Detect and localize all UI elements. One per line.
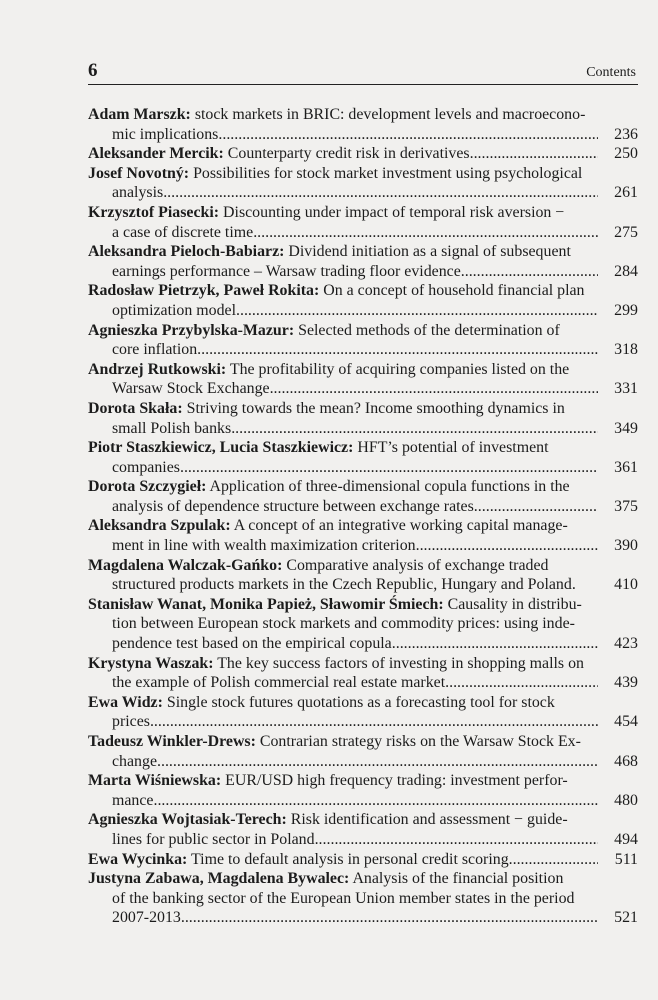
- entry-author: Dorota Skała:: [88, 399, 183, 417]
- toc-entry-heading: [88, 399, 638, 419]
- entry-title-end: the example of Polish commercial real estate market: [112, 674, 446, 692]
- entry-title: Application of three-dimensional copula functions in the: [209, 478, 570, 496]
- entry-author: Agnieszka Wojtasiak-Terech:: [88, 811, 287, 829]
- toc-entry-heading: [88, 732, 638, 752]
- toc-entry-heading: [88, 595, 638, 615]
- toc-entry-last-line: [88, 830, 638, 850]
- toc-entry-heading: [88, 321, 638, 341]
- entry-author: Agnieszka Przybylska-Mazur:: [88, 321, 295, 339]
- entry-page-number: 250: [614, 145, 638, 163]
- entry-title: Causality in distribu-: [447, 595, 582, 613]
- toc-entry-heading: [88, 477, 638, 497]
- toc-entry: [88, 595, 638, 654]
- entry-author: Magdalena Walczak-Gańko:: [88, 556, 283, 574]
- entry-author: Ewa Widz:: [88, 693, 163, 711]
- toc-entry: [88, 203, 638, 242]
- toc-entry-heading: [88, 144, 638, 164]
- toc-entry-last-line: [88, 458, 638, 478]
- entry-title: On a concept of household financial plan: [323, 282, 585, 300]
- entry-title: Contrarian strategy risks on the Warsaw Stock Ex-: [259, 733, 581, 750]
- toc-entry-heading: [88, 203, 638, 223]
- entry-page-number: 521: [614, 909, 638, 927]
- entry-author: Justyna Zabawa, Magdalena Bywalec:: [88, 870, 350, 888]
- toc-entry: [88, 281, 638, 320]
- entry-author: Aleksandra Szpulak:: [88, 517, 231, 535]
- toc-entry-heading: [88, 810, 638, 830]
- entry-page-number: 261: [614, 184, 638, 202]
- dot-leader: [253, 223, 598, 243]
- toc-entry: [88, 869, 638, 928]
- entry-page-number: 375: [614, 497, 638, 515]
- toc-entry: [88, 477, 638, 516]
- entry-title-end: mance: [112, 791, 154, 809]
- toc-entry: [88, 771, 638, 810]
- toc-entry: [88, 693, 638, 732]
- toc-entry-heading: [88, 654, 638, 674]
- entry-text: [88, 144, 470, 164]
- dot-leader: [474, 497, 598, 517]
- entry-title-end: analysis: [112, 184, 164, 202]
- toc-entry-heading: [88, 105, 638, 125]
- entry-title: Selected methods of the determination of: [298, 321, 560, 339]
- entry-text: [88, 850, 509, 870]
- entry-title-end: Warsaw Stock Exchange: [112, 380, 270, 398]
- toc-entry-last-line: [88, 379, 638, 399]
- entry-page-number: 361: [614, 458, 638, 476]
- toc-entry-last-line: [88, 673, 638, 693]
- entry-title-end: earnings performance – Warsaw trading floor evidence: [112, 262, 461, 280]
- dot-leader: [157, 752, 598, 772]
- toc-entry-heading: [88, 556, 638, 576]
- entry-title-end: 2007-2013: [112, 909, 181, 927]
- entry-title-end: analysis of dependence structure between exchange rates: [112, 497, 474, 515]
- entry-page-number: 480: [614, 791, 638, 809]
- toc-entry-heading: [88, 771, 638, 791]
- entry-page-number: 299: [614, 301, 638, 319]
- entry-title-end: prices: [112, 713, 150, 731]
- entry-page-number: 275: [614, 223, 638, 241]
- dot-leader: [218, 125, 598, 145]
- entry-title: Single stock futures quotations as a forecasting tool for stock: [166, 693, 555, 711]
- toc-entry: [88, 556, 638, 595]
- entry-title: Discounting under impact of temporal risk aversion −: [223, 203, 565, 221]
- entry-page-number: 511: [614, 850, 638, 868]
- entry-author: Radosław Pietrzyk, Paweł Rokita:: [88, 282, 320, 300]
- dot-leader: [315, 830, 598, 850]
- entry-author: Aleksander Mercik:: [88, 145, 224, 163]
- entry-page-number: 423: [614, 635, 638, 653]
- entry-title: Analysis of the financial position: [352, 870, 564, 888]
- entry-author: Dorota Szczygieł:: [88, 478, 207, 496]
- dot-leader: [445, 673, 598, 693]
- toc-entry: [88, 810, 638, 849]
- toc-entry-heading: [88, 242, 638, 262]
- entry-title-continuation: structured products markets in the Czech Republic, Hungary and Poland.: [112, 576, 576, 594]
- toc-entry-heading: [88, 869, 638, 889]
- dot-leader: [150, 712, 598, 732]
- toc-entry: [88, 321, 638, 360]
- toc-entry-last-line: [88, 791, 638, 811]
- entry-author: Andrzej Rutkowski:: [88, 360, 227, 378]
- entry-page-number: 236: [614, 125, 638, 143]
- toc-entry-heading: [88, 693, 638, 713]
- toc-entry: [88, 516, 638, 555]
- toc-entry-last-line: [88, 419, 638, 439]
- entry-title: Risk identification and assessment − guide-: [290, 811, 568, 829]
- entry-page-number: 349: [614, 419, 638, 437]
- toc-entry-heading: [88, 164, 638, 184]
- toc-entry-heading: [88, 516, 638, 536]
- toc-entry: [88, 144, 638, 164]
- entry-page-number: 410: [614, 576, 638, 594]
- entry-page-number: 390: [614, 537, 638, 555]
- entry-title: EUR/USD high frequency trading: investment perfor-: [225, 772, 568, 790]
- toc-entry-last-line: [88, 340, 638, 360]
- toc-entry-last-line: [88, 223, 638, 243]
- entry-author: Marta Wiśniewska:: [88, 772, 222, 790]
- entry-author: Josef Novotný:: [88, 164, 190, 182]
- entry-title-end: lines for public sector in Poland: [112, 830, 315, 848]
- page-header: [88, 62, 638, 85]
- entry-author: Krzysztof Piasecki:: [88, 203, 220, 221]
- toc-entry-last-line: [88, 712, 638, 732]
- entry-page-number: 468: [614, 752, 638, 770]
- dot-leader: [180, 458, 598, 478]
- toc-entry-last-line: [88, 634, 638, 654]
- entry-author: Stanisław Wanat, Monika Papież, Sławomir Śmiech:: [88, 595, 444, 613]
- toc-entry-last-line: [88, 262, 638, 282]
- dot-leader: [416, 536, 598, 556]
- toc-entry: [88, 654, 638, 693]
- entry-title: The profitability of acquiring companies listed on the: [229, 360, 570, 378]
- dot-leader: [509, 850, 598, 870]
- entry-author: Piotr Staszkiewicz, Lucia Staszkiewicz:: [88, 439, 354, 457]
- dot-leader: [392, 634, 598, 654]
- toc-entry-heading: [88, 360, 638, 380]
- toc-entry-last-line: [88, 183, 638, 203]
- toc-entry-last-line: [88, 497, 638, 517]
- entry-title: Striving towards the mean? Income smoothing dynamics in: [186, 399, 565, 417]
- toc-entry: [88, 438, 638, 477]
- toc-entry: [88, 850, 638, 870]
- table-of-contents: [88, 105, 638, 928]
- entry-title-end: ment in line with wealth maximization criterion: [112, 537, 416, 555]
- toc-entry-last-line: [88, 125, 638, 145]
- entry-author: Krystyna Waszak:: [88, 654, 214, 672]
- toc-entry-heading: [88, 281, 638, 301]
- entry-title-end: pendence test based on the empirical copula: [112, 635, 392, 653]
- section-title: Contents: [586, 65, 636, 80]
- toc-entry-last-line: [88, 301, 638, 321]
- toc-entry: [88, 105, 638, 144]
- toc-entry: [88, 399, 638, 438]
- toc-entry: [88, 164, 638, 203]
- dot-leader: [163, 183, 598, 203]
- entry-title: stock markets in BRIC: development levels and macroecono-: [194, 106, 586, 123]
- entry-title: A concept of an integrative working capital manage-: [233, 517, 568, 535]
- entry-page-number: 439: [614, 674, 638, 692]
- entry-title: Counterparty credit risk in derivatives: [227, 145, 470, 163]
- toc-entry-heading: [88, 850, 638, 870]
- entry-author: Ewa Wycinka:: [88, 850, 188, 868]
- dot-leader: [270, 379, 598, 399]
- entry-title: The key success factors of investing in shopping malls on: [217, 654, 584, 672]
- toc-entry-last-line: [88, 752, 638, 772]
- entry-title-continuation: tion between European stock markets and commodity prices: using inde-: [112, 615, 575, 633]
- entry-title-end: change: [112, 752, 157, 770]
- entry-page-number: 284: [614, 262, 638, 280]
- entry-page-number: 494: [614, 830, 638, 848]
- toc-entry: [88, 242, 638, 281]
- dot-leader: [197, 340, 598, 360]
- toc-entry-last-line: [88, 908, 638, 928]
- dot-leader: [236, 301, 598, 321]
- toc-entry: [88, 360, 638, 399]
- entry-author: Tadeusz Winkler-Drews:: [88, 733, 256, 750]
- entry-title-end: core inflation: [112, 341, 198, 359]
- dot-leader: [231, 419, 598, 439]
- entry-page-number: 331: [614, 380, 638, 398]
- entry-title: HFT’s potential of investment: [357, 439, 549, 457]
- dot-leader: [181, 908, 598, 928]
- entry-page-number: 318: [614, 341, 638, 359]
- page-number: 6: [88, 60, 98, 81]
- entry-author: Aleksandra Pieloch-Babiarz:: [88, 243, 285, 261]
- entry-title-end: small Polish banks: [112, 419, 232, 437]
- dot-leader: [470, 144, 598, 164]
- toc-entry-last-line: [88, 536, 638, 556]
- dot-leader: [153, 791, 598, 811]
- toc-entry: [88, 732, 638, 771]
- entry-author: Adam Marszk:: [88, 106, 191, 123]
- entry-title-end: optimization model: [112, 301, 237, 319]
- entry-page-number: 454: [614, 713, 638, 731]
- entry-title: Possibilities for stock market investment using psychological: [193, 164, 583, 182]
- entry-title: Dividend initiation as a signal of subsequent: [288, 243, 571, 261]
- dot-leader: [461, 262, 598, 282]
- entry-title-end: a case of discrete time: [112, 223, 254, 241]
- entry-title: Time to default analysis in personal credit scoring: [191, 850, 509, 868]
- entry-title-continuation: of the banking sector of the European Union member states in the period: [112, 889, 575, 907]
- toc-entry-heading: [88, 438, 638, 458]
- entry-title-end: companies: [112, 458, 180, 476]
- entry-title-end: mic implications: [112, 125, 219, 143]
- entry-title: Comparative analysis of exchange traded: [286, 556, 549, 574]
